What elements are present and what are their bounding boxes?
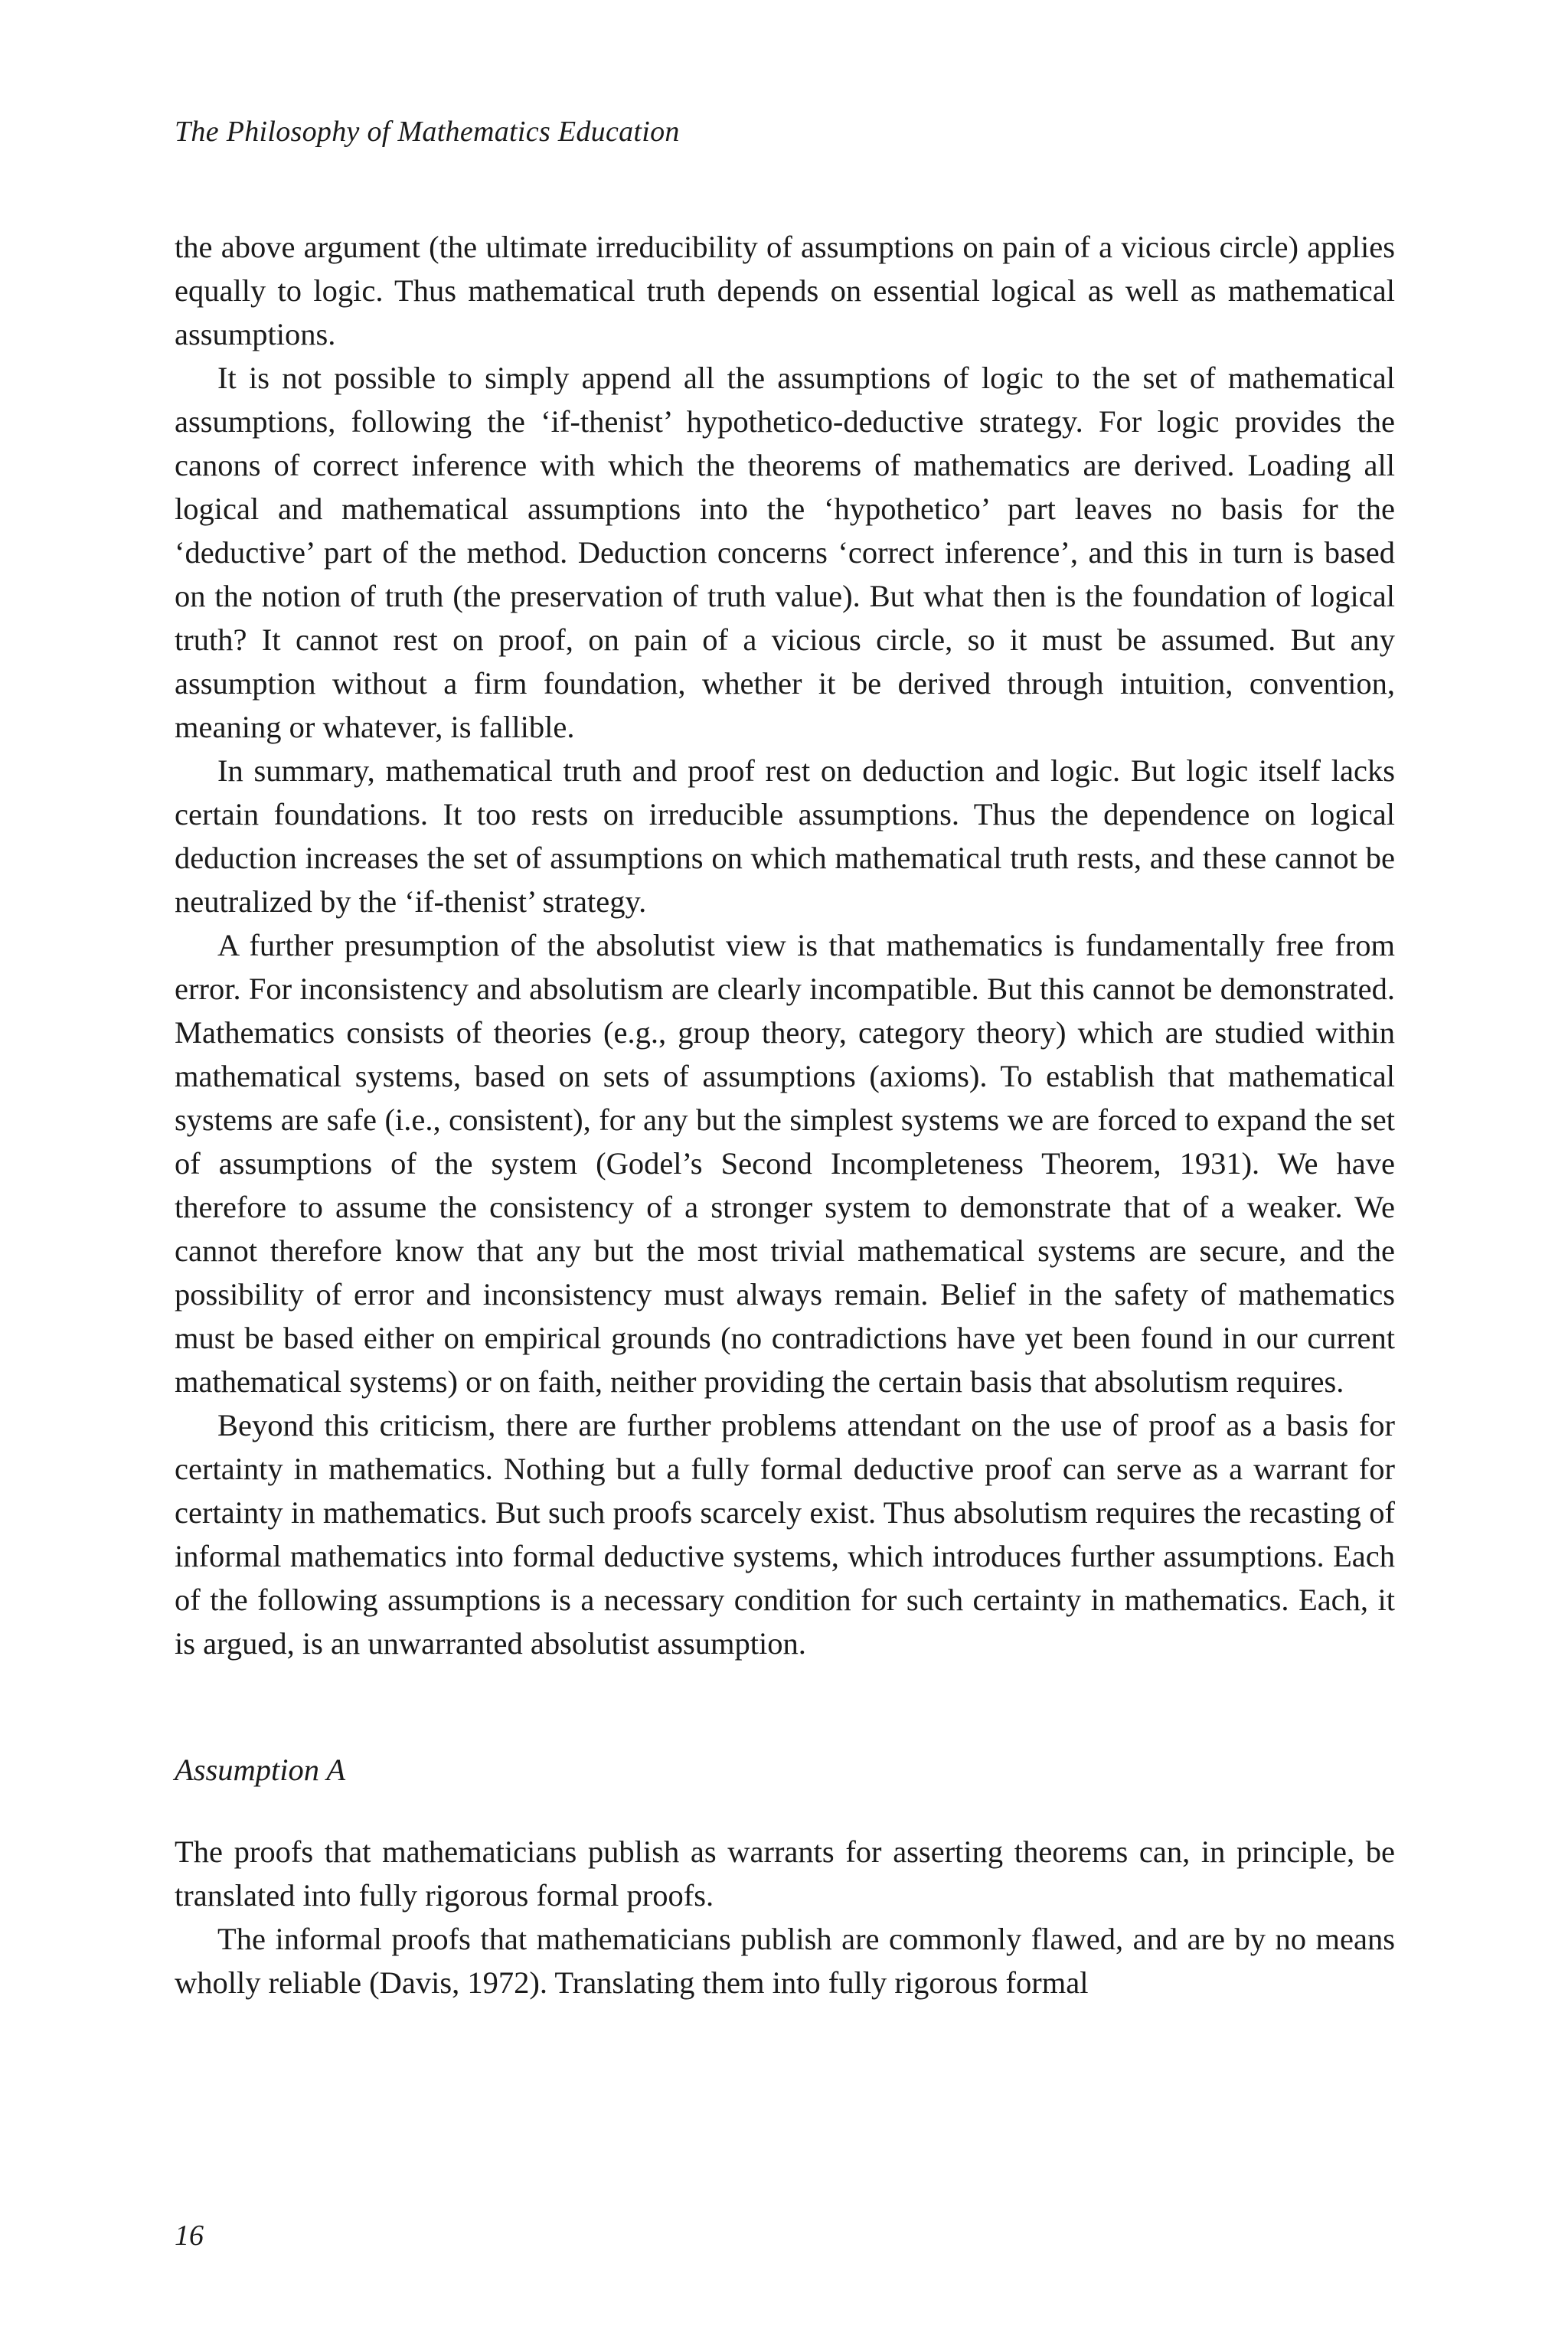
section-heading: Assumption A — [175, 1753, 346, 1787]
page-number: 16 — [175, 2220, 204, 2252]
body-text — [175, 225, 1395, 2004]
paragraph: In summary, mathematical truth and proof rest on deduction and logic. But logic itself lacks certain foundations. It too rests on irreducible assumptions. Thus the dependence on logical deduction increases the set of assumptions on which mathematical truth rests, and these cannot be neutralized by the ‘if-thenist’ strategy. — [175, 753, 1395, 919]
running-head: The Philosophy of Mathematics Education — [175, 116, 680, 148]
paragraph: The informal proofs that mathematicians publish are commonly flawed, and are by no means wholly reliable (Davis, 1972). Translating them into fully rigorous formal — [175, 1922, 1395, 2000]
paragraph-continued: the above argument (the ultimate irreducibility of assumptions on pain of a vicious circle) applies equally to logic. Thus mathematical truth depends on essential logical as well as mathematical assumptions. — [175, 230, 1395, 351]
book-page — [175, 0, 1395, 2352]
paragraph: It is not possible to simply append all the assumptions of logic to the set of mathematical assumptions, following the ‘if-thenist’ hypothetico-deductive strategy. For logic provides the canons of correct inference with which the theorems of mathematics are derived. Loading all logical and mathematical assumptions into the ‘hypothetico’ part leaves no basis for the ‘deductive’ part of the method. Deduction concerns ‘correct inference’, and this in turn is based on the notion of truth (the preservation of truth value). But what then is the foundation of logical truth? It cannot rest on proof, on pain of a vicious circle, so it must be assumed. But any assumption without a firm foundation, whether it be derived through intuition, convention, meaning or whatever, is fallible. — [175, 361, 1395, 744]
paragraph: Beyond this criticism, there are further problems attendant on the use of proof as a basis for certainty in mathematics. Nothing but a fully formal deductive proof can serve as a warrant for certainty in mathematics. But such proofs scarcely exist. Thus absolutism requires the recasting of informal mathematics into formal deductive systems, which introduces further assumptions. Each of the following assumptions is a necessary condition for such certainty in mathematics. Each, it is argued, is an unwarranted absolutist assumption. — [175, 1408, 1395, 1661]
paragraph: A further presumption of the absolutist view is that mathematics is fundamentally free from error. For inconsistency and absolutism are clearly incompatible. But this cannot be demonstrated. Mathematics consists of theories (e.g., group theory, category theory) which are studied within mathematical systems, based on sets of assumptions (axioms). To establish that mathematical systems are safe (i.e., consistent), for any but the simplest systems we are forced to expand the set of assumptions of the system (Godel’s Second Incompleteness Theorem, 1931). We have therefore to assume the consistency of a stronger system to demonstrate that of a weaker. We cannot therefore know that any but the most trivial mathematical systems are secure, and the possibility of error and inconsistency must always remain. Belief in the safety of mathematics must be based either on empirical grounds (no contradictions have yet been found in our current mathematical systems) or on faith, neither providing the certain basis that absolutism requires. — [175, 928, 1395, 1399]
paragraph: The proofs that mathematicians publish as warrants for asserting theorems can, in principle, be translated into fully rigorous formal proofs. — [175, 1834, 1395, 1913]
